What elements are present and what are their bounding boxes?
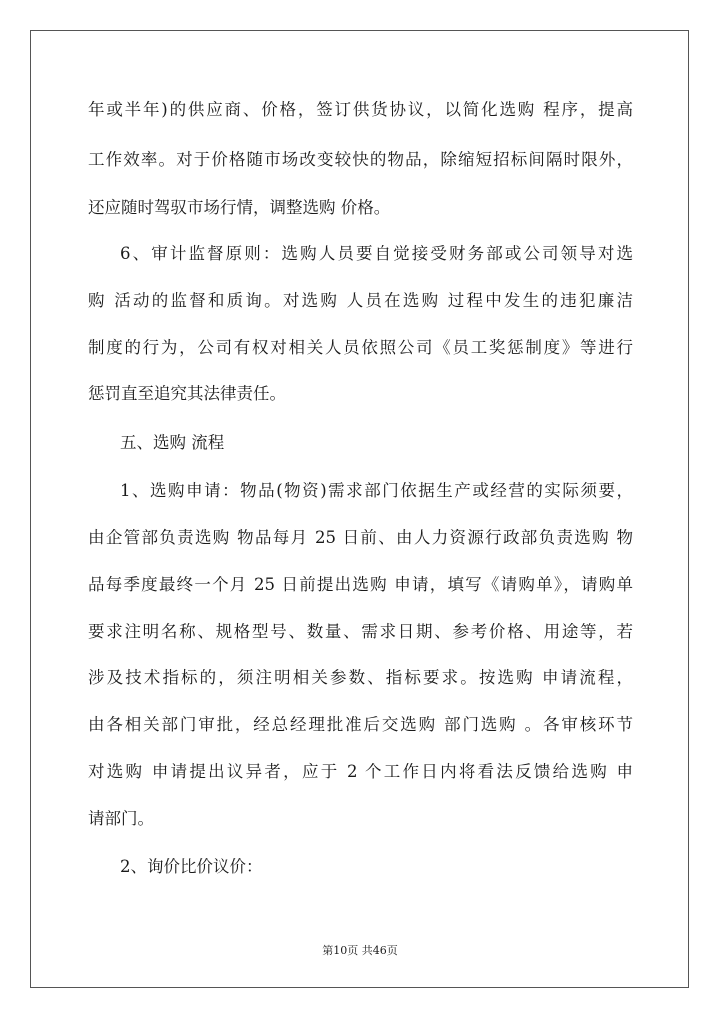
- body-line-5: 购 活动的监督和质询。对选购 人员在选购 过程中发生的违犯廉洁: [88, 291, 633, 310]
- step-1-line-7: 对选购 申请提出议异者，应于 2 个工作日内将看法反馈给选购 申: [88, 762, 633, 781]
- body-line-3: 还应随时驾驭市场行情，调整选购 价格。: [88, 198, 391, 217]
- section-6-heading-line: 6、审计监督原则：选购人员要自觉接受财务部或公司领导对选: [120, 244, 633, 263]
- step-1-line-2: 由企管部负责选购 物品每月 25 日前、由人力资源行政部负责选购 物: [88, 528, 633, 547]
- body-line-1: 年或半年)的供应商、价格，签订供货协议，以简化选购 程序，提高: [88, 100, 633, 119]
- step-1-line-4: 要求注明名称、规格型号、数量、需求日期、参考价格、用途等，若: [88, 622, 633, 641]
- page-number: 第10页 共46页: [322, 944, 398, 957]
- body-line-7: 惩罚直至追究其法律责任。: [88, 384, 286, 403]
- step-1-line-1: 1、选购申请：物品(物资)需求部门依据生产或经营的实际须要，: [120, 481, 633, 500]
- step-1-line-8: 请部门。: [88, 809, 154, 828]
- step-1-line-5: 涉及技术指标的，须注明相关参数、指标要求。按选购 申请流程，: [88, 668, 633, 687]
- step-1-line-6: 由各相关部门审批，经总经理批准后交选购 部门选购 。各审核环节: [88, 715, 633, 734]
- body-line-6: 制度的行为，公司有权对相关人员依照公司《员工奖惩制度》等进行: [88, 338, 633, 357]
- section-5-heading: 五、选购 流程: [120, 433, 225, 452]
- page-border: [30, 30, 689, 988]
- body-line-2: 工作效率。对于价格随市场改变较快的物品，除缩短招标间隔时限外，: [88, 150, 633, 169]
- step-2-heading: 2、询价比价议价：: [120, 857, 263, 876]
- step-1-line-3: 品每季度最终一个月 25 日前提出选购 申请，填写《请购单》，请购单: [88, 575, 633, 594]
